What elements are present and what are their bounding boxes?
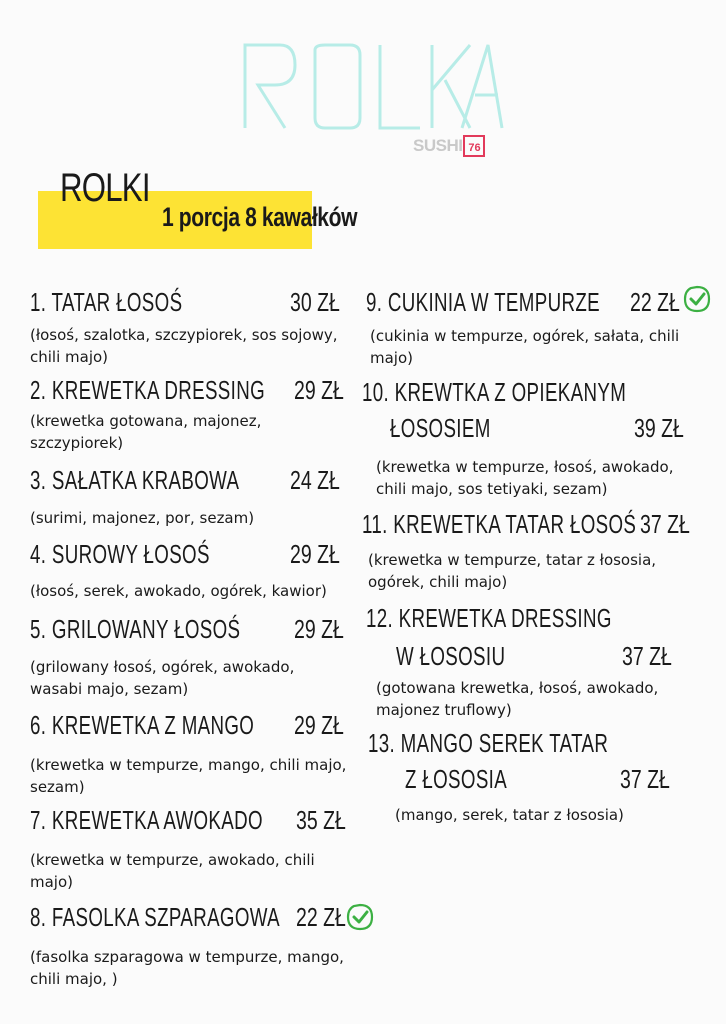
item-price: 29 ZŁ	[290, 539, 340, 569]
item-price: 29 ZŁ	[294, 614, 344, 644]
item-price: 37 ZŁ	[622, 641, 672, 671]
item-title-line2: ŁOSOSIEM	[390, 413, 491, 443]
item-price: 29 ZŁ	[294, 710, 344, 740]
item-title: 1. TATAR ŁOSOŚ	[30, 287, 183, 317]
leaf-check-icon	[346, 903, 374, 931]
item-title-line2: W ŁOSOSIU	[396, 641, 506, 671]
item-description: (grilowany łosoś, ogórek, awokado, wasabi majo, sezam)	[30, 658, 295, 698]
leaf-check-icon	[683, 285, 711, 313]
item-price: 39 ZŁ	[634, 413, 684, 443]
item-description: (łosoś, szalotka, szczypiorek, sos sojowy, chili majo)	[30, 326, 338, 366]
item-description: (gotowana krewetka, łosoś, awokado, majonez truflowy)	[376, 679, 659, 719]
item-description: (krewetka w tempurze, łosoś, awokado, chili majo, sos tetiyaki, sezam)	[376, 458, 674, 498]
item-title: 5. GRILOWANY ŁOSOŚ	[30, 614, 241, 644]
item-description: (mango, serek, tatar z łososia)	[395, 806, 624, 824]
item-title: 2. KREWETKA DRESSING	[30, 375, 266, 405]
item-title: 12. KREWETKA DRESSING	[366, 603, 612, 633]
item-title-line2: Z ŁOSOSIA	[405, 764, 508, 794]
item-price: 22 ZŁ	[296, 902, 346, 932]
item-price: 24 ZŁ	[290, 465, 340, 495]
item-price: 37 ZŁ	[620, 764, 670, 794]
item-title: 9. CUKINIA W TEMPURZE	[366, 287, 600, 317]
item-description: (cukinia w tempurze, ogórek, sałata, chili majo)	[370, 327, 680, 367]
item-description: (fasolka szparagowa w tempurze, mango, chili majo, )	[30, 948, 344, 988]
item-price: 30 ZŁ	[290, 287, 340, 317]
item-title: 4. SUROWY ŁOSOŚ	[30, 539, 210, 569]
sushi-logo	[413, 135, 485, 157]
portion-info: 1 porcja 8 kawałków	[162, 202, 358, 232]
item-title: 10. KREWTKA Z OPIEKANYM	[362, 377, 627, 407]
item-price: 37 ZŁ	[640, 509, 690, 539]
item-title: 8. FASOLKA SZPARAGOWA	[30, 902, 280, 932]
item-title: 13. MANGO SEREK TATAR	[368, 728, 609, 758]
item-price: 29 ZŁ	[294, 375, 344, 405]
page-title: ROLKI	[60, 166, 150, 210]
item-description: (krewetka w tempurze, tatar z łososia, ogórek, chili majo)	[368, 551, 657, 591]
sushi-logo-number: 76	[463, 135, 485, 157]
item-price: 35 ZŁ	[296, 805, 346, 835]
item-title: 7. KREWETKA AWOKADO	[30, 805, 263, 835]
item-description: (krewetka w tempurze, mango, chili majo, sezam)	[30, 756, 347, 796]
item-description: (krewetka gotowana, majonez, szczypiorek)	[30, 412, 262, 452]
item-description: (krewetka w tempurze, awokado, chili majo)	[30, 851, 315, 891]
item-title: 3. SAŁATKA KRABOWA	[30, 465, 240, 495]
item-title: 11. KREWETKA TATAR ŁOSOŚ	[362, 509, 637, 539]
item-title: 6. KREWETKA Z MANGO	[30, 710, 255, 740]
item-description: (surimi, majonez, por, sezam)	[30, 509, 255, 527]
item-price: 22 ZŁ	[630, 287, 680, 317]
rolka-logo	[240, 40, 505, 130]
item-description: (łosoś, serek, awokado, ogórek, kawior)	[30, 582, 327, 600]
sushi-logo-text: SUSHI	[413, 136, 463, 155]
